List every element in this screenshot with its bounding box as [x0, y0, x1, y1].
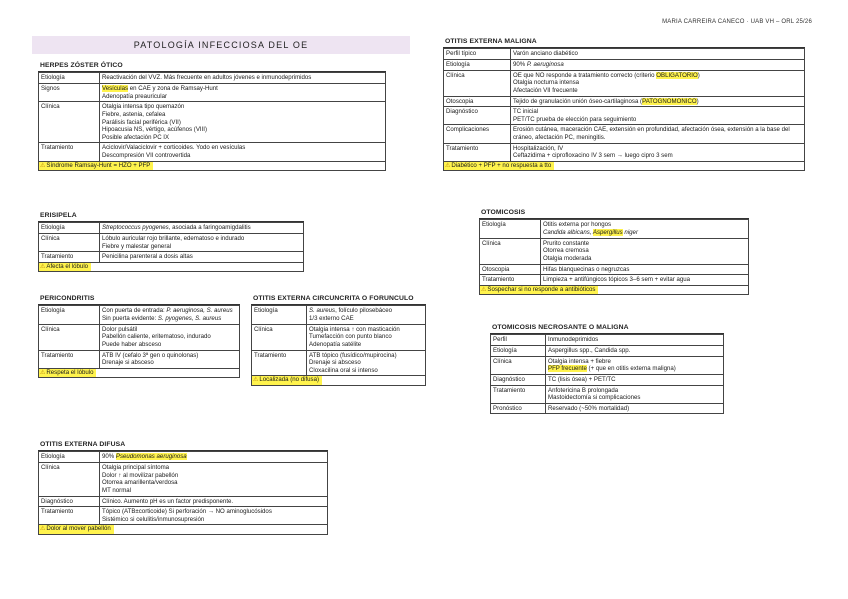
row-label: Otoscopia	[444, 96, 511, 107]
erisipela-tratamiento: Penicilina parenteral a dosis altas	[100, 252, 304, 263]
row-label: Tratamiento	[480, 275, 541, 286]
row-label: Clínica	[444, 70, 511, 96]
table-row	[39, 350, 240, 368]
necrosante-clinica: Otalgia intensa + fiebre PFP frecuente (+ que en otitis externa maligna)	[546, 356, 724, 374]
row-label: Diagnóstico	[444, 107, 511, 125]
circunscrita-tratamiento: ATB tópico (fusídico/mupirocina) Drenaje si absceso Cloxacilina oral si intenso	[307, 350, 426, 376]
table-row	[39, 306, 240, 324]
table-row	[444, 96, 805, 107]
row-label: Etiología	[39, 306, 100, 324]
pericondritis-table	[38, 305, 240, 378]
row-label: Etiología	[252, 306, 307, 324]
herpes-zoster-title: HERPES ZÓSTER ÓTICO	[38, 62, 386, 72]
row-label: Etiología	[444, 60, 511, 71]
difusa-diagnostico: Clínico. Aumento pH es un factor predisponente.	[100, 496, 328, 507]
highlight: Pseudomonas aeruginosa	[115, 453, 187, 461]
table-row	[39, 234, 304, 252]
table-row	[444, 143, 805, 161]
row-label: Tratamiento	[252, 350, 307, 376]
table-row	[252, 376, 426, 386]
herpes-etiologia: Reactivación del VVZ. Más frecuente en adultos jóvenes e inmunodeprimidos	[100, 73, 386, 84]
row-label: Signos	[39, 84, 100, 102]
circunscrita-title: OTITIS EXTERNA CIRCUNCRITA O FORÚNCULO	[251, 295, 426, 305]
table-row	[39, 262, 304, 272]
circunscrita-box	[251, 295, 426, 386]
row-label: Diagnóstico	[491, 374, 546, 385]
circunscrita-table	[251, 305, 426, 385]
circunscrita-etiologia: S. aureus, folículo pilosebáceo 1/3 externo CAE	[307, 306, 426, 324]
row-label: Etiología	[491, 346, 546, 357]
author-header: MARIA CARREIRA CANECO · UAB VH – ORL 25/26	[662, 19, 812, 25]
highlight: OBLIGATORIO	[656, 71, 698, 79]
otomicosis-box	[479, 209, 749, 295]
note-badge: ⚠Síndrome Ramsay-Hunt = HZO + PFP	[39, 162, 153, 171]
row-label: Tratamiento	[39, 350, 100, 368]
table-row	[444, 49, 805, 60]
table-row	[39, 463, 328, 496]
row-label: Diagnóstico	[39, 496, 100, 507]
table-row	[480, 238, 749, 264]
necrosante-table	[490, 334, 724, 414]
page-title: PATOLOGÍA INFECCIOSA DEL OE	[32, 36, 410, 54]
row-label: Etiología	[39, 223, 100, 234]
table-row	[39, 252, 304, 263]
table-row	[480, 285, 749, 295]
table-row	[39, 452, 328, 463]
table-row	[491, 374, 724, 385]
pericondritis-clinica: Dolor pulsátil Pabellón caliente, eritematoso, indurado Puede haber absceso	[100, 324, 240, 350]
maligna-box	[443, 38, 805, 171]
otomicosis-otoscopia: Hifas blanquecinas o negruzcas	[541, 264, 749, 275]
erisipela-box	[38, 212, 304, 272]
table-row	[444, 125, 805, 143]
note-badge: ⚠Afecta el lóbulo	[39, 263, 91, 272]
note-badge: ⚠Diabético + PFP + no respuesta a tto	[444, 162, 554, 171]
row-label: Complicaciones	[444, 125, 511, 143]
note-row	[39, 368, 240, 378]
note-row	[480, 285, 749, 295]
herpes-zoster-box	[38, 62, 386, 171]
erisipela-etiologia: Streptococcus pyogenes, asociada a faringoamigdalitis	[100, 223, 304, 234]
herpes-clinica: Otalgia intensa tipo quemazón Fiebre, astenia, cefalea Parálisis facial periférica (VII) Hipoacusia NS, vértigo, acúfenos (VIII) Posible afectación PC IX	[100, 102, 386, 143]
row-label: Clínica	[252, 324, 307, 350]
note-row	[444, 161, 805, 171]
table-row	[39, 73, 386, 84]
table-row	[480, 275, 749, 286]
erisipela-clinica: Lóbulo auricular rojo brillante, edematoso e indurado Fiebre y malestar general	[100, 234, 304, 252]
warning-icon: ⚠	[40, 526, 46, 533]
row-label: Tratamiento	[39, 252, 100, 263]
maligna-title: OTITIS EXTERNA MALIGNA	[443, 38, 805, 48]
table-row	[39, 161, 386, 171]
maligna-table	[443, 48, 805, 171]
otomicosis-clinica: Prurito constante Otorrea cremosa Otalgia moderada	[541, 238, 749, 264]
row-label: Etiología	[39, 452, 100, 463]
row-label: Clínica	[39, 324, 100, 350]
erisipela-table	[38, 222, 304, 272]
warning-icon: ⚠	[253, 377, 259, 384]
note-row	[39, 262, 304, 272]
note-badge: ⚠Dolor al mover pabellón	[39, 525, 114, 534]
necrosante-tratamiento: Anfotericina B prolongada Mastoidectomía si complicaciones	[546, 385, 724, 403]
note-badge: ⚠Localizada (no difusa)	[252, 376, 322, 385]
highlight: PFP frecuente	[548, 365, 587, 373]
circunscrita-clinica: Otalgia intensa ↑ con masticación Tumefacción con punto blanco Adenopatía satélite	[307, 324, 426, 350]
table-row	[444, 60, 805, 71]
row-label: Perfil típico	[444, 49, 511, 60]
maligna-complicaciones: Erosión cutánea, maceración CAE, extensión en profundidad, afectación ósea, extensión a la base del cráneo, afectación PC, meningitis.	[511, 125, 805, 143]
table-row	[491, 403, 724, 414]
row-label: Etiología	[480, 220, 541, 238]
maligna-otoscopia: Tejido de granulación unión óseo-cartilaginosa (PATOGNOMÓNICO)	[511, 96, 805, 107]
pericondritis-box	[38, 295, 240, 378]
note-badge: ⚠Sospechar si no responde a antibióticos	[480, 286, 598, 295]
note-row	[39, 161, 386, 171]
row-label: Clínica	[480, 238, 541, 264]
row-label: Clínica	[39, 463, 100, 496]
table-row	[491, 385, 724, 403]
herpes-signos: Vesículas en CAE y zona de Ramsay-Hunt Adenopatía preauricular	[100, 84, 386, 102]
row-label: Tratamiento	[444, 143, 511, 161]
table-row	[252, 324, 426, 350]
difusa-tratamiento: Tópico (ATB±corticoide) Si perforación → NO aminoglucósidos Sistémico si celulitis/inmunosupresión	[100, 507, 328, 525]
difusa-clinica: Otalgia principal síntoma Dolor ↑ al movilizar pabellón Otorrea amarillenta/verdosa MT normal	[100, 463, 328, 496]
table-row	[39, 525, 328, 535]
table-row	[39, 368, 240, 378]
maligna-perfil: Varón anciano diabético	[511, 49, 805, 60]
difusa-title: OTITIS EXTERNA DIFUSA	[38, 441, 328, 451]
herpes-tratamiento: Aciclovir/Valaciclovir + corticoides. Yodo en vesículas Descompresión VII controvertida	[100, 143, 386, 161]
highlight: Aspergillus	[592, 229, 623, 237]
warning-icon: ⚠	[481, 286, 487, 293]
table-row	[444, 70, 805, 96]
table-row	[39, 223, 304, 234]
row-label: Tratamiento	[39, 507, 100, 525]
pericondritis-tratamiento: ATB IV (cefalo 3ª gen o quinolonas) Drenaje si absceso	[100, 350, 240, 368]
erisipela-title: ERISIPELA	[38, 212, 304, 222]
warning-icon: ⚠	[40, 369, 46, 376]
warning-icon: ⚠	[445, 162, 451, 169]
table-row	[491, 335, 724, 346]
note-row	[252, 376, 426, 386]
warning-icon: ⚠	[40, 263, 46, 270]
otomicosis-title: OTOMICOSIS	[479, 209, 749, 219]
table-row	[39, 143, 386, 161]
maligna-diagnostico: TC inicial PET/TC prueba de elección para seguimiento	[511, 107, 805, 125]
otomicosis-table	[479, 219, 749, 295]
note-row	[39, 525, 328, 535]
table-row	[491, 356, 724, 374]
highlight: Vesículas	[102, 85, 129, 93]
pericondritis-title: PERICONDRITIS	[38, 295, 240, 305]
row-label: Perfil	[491, 335, 546, 346]
table-row	[39, 496, 328, 507]
highlight: PATOGNOMÓNICO	[642, 97, 697, 105]
row-label: Clínica	[491, 356, 546, 374]
table-row	[252, 306, 426, 324]
otomicosis-etiologia: Otitis externa por hongos Candida albicans, Aspergillus niger	[541, 220, 749, 238]
difusa-table	[38, 451, 328, 534]
necrosante-etiologia: Aspergillus spp., Candida spp.	[546, 346, 724, 357]
maligna-tratamiento: Hospitalización, IV Ceftazidima + ciprofloxacino IV 3 sem → luego cipro 3 sem	[511, 143, 805, 161]
table-row	[39, 324, 240, 350]
table-row	[39, 102, 386, 143]
row-label: Tratamiento	[491, 385, 546, 403]
table-row	[491, 346, 724, 357]
warning-icon: ⚠	[40, 162, 46, 169]
pericondritis-etiologia: Con puerta de entrada: P. aeruginosa, S. aureus Sin puerta evidente: S. pyogenes, S. aureus	[100, 306, 240, 324]
necrosante-perfil: Inmunodeprimidos	[546, 335, 724, 346]
difusa-etiologia: 90% Pseudomonas aeruginosa	[100, 452, 328, 463]
table-row	[480, 220, 749, 238]
necrosante-diagnostico: TC (lisis ósea) + PET/TC	[546, 374, 724, 385]
table-row	[480, 264, 749, 275]
necrosante-box	[490, 324, 724, 414]
herpes-zoster-table	[38, 72, 386, 171]
row-label: Clínica	[39, 234, 100, 252]
difusa-box	[38, 441, 328, 535]
maligna-etiologia: 90% P. aeruginosa	[511, 60, 805, 71]
row-label: Tratamiento	[39, 143, 100, 161]
row-label: Pronóstico	[491, 403, 546, 414]
row-label: Clínica	[39, 102, 100, 143]
otomicosis-tratamiento: Limpieza + antifúngicos tópicos 3–6 sem + evitar agua	[541, 275, 749, 286]
necrosante-title: OTOMICOSIS NECROSANTE O MALIGNA	[490, 324, 724, 334]
table-row	[39, 84, 386, 102]
note-badge: ⚠Respeta el lóbulo	[39, 369, 96, 378]
row-label: Etiología	[39, 73, 100, 84]
table-row	[444, 161, 805, 171]
maligna-clinica: OE que NO responde a tratamiento correcto (criterio OBLIGATORIO) Otalgia nocturna intensa Afectación VII frecuente	[511, 70, 805, 96]
table-row	[39, 507, 328, 525]
table-row	[444, 107, 805, 125]
table-row	[252, 350, 426, 376]
row-label: Otoscopia	[480, 264, 541, 275]
necrosante-pronostico: Reservado (~50% mortalidad)	[546, 403, 724, 414]
